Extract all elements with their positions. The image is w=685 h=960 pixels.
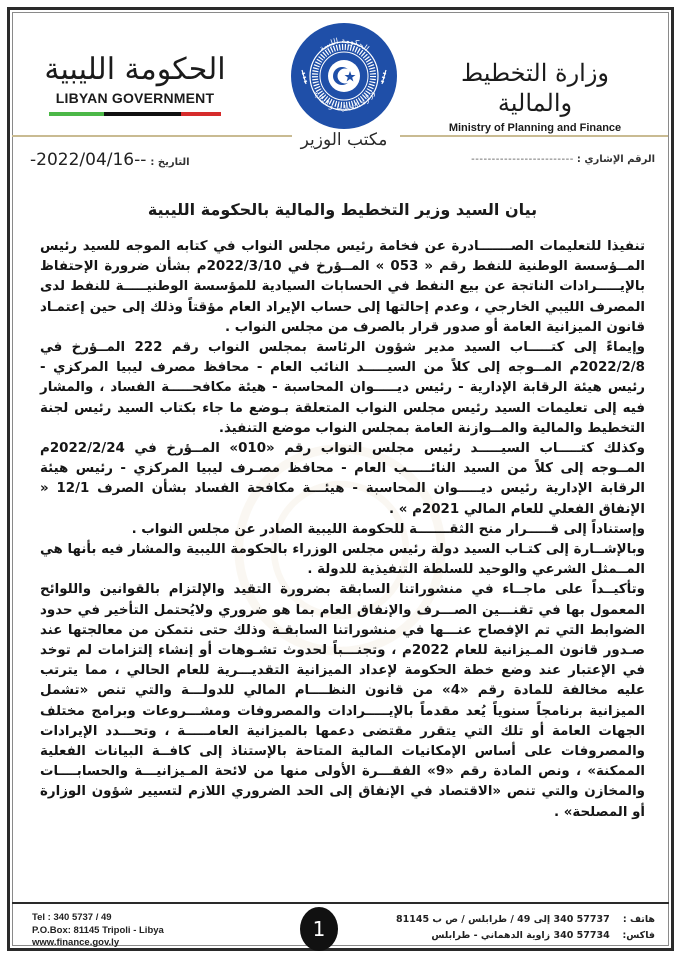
document-title: بيان السيد وزير التخطيط والمالية بالحكومة الليبية	[147, 200, 538, 219]
paragraph: وإيماءً إلى كتـــــاب السيد مدير شؤون الرئاسة بمجلس النواب رقم 222 المــؤرخ في 2022/2/8م المــوجه إلى كلاً من السيـــــد النائب العام - محافظ مصرف ليبيا المركزي - رئيس هيئة الرقابة الإدارية - رئيس ديـــــوان المحاسبة - هيئة مكافحـــــة الفساد ، والمشار فيه إلى تعليمات السيد رئيس مجلس النواب المتعلقة بـوضع ما جاء بكتاب السيد رئيس لجنة التخطيط والمالية والمــوازنة العامة بمجلس النواب موضع التنفيذ.	[40, 340, 645, 436]
government-logo	[40, 52, 230, 116]
reference-number-value: -------------------------	[471, 154, 574, 165]
ministry-name-english: Ministry of Planning and Finance	[448, 122, 622, 134]
paragraph: وتأكيــداً على ماجــاء في منشوراتنا السابقة بضرورة التقيد والإلتزام بالقوانين واللوائح المعمول بها في تقنـــين الصـــرف والإنفاق العام بما هو ضروري ولايُحتمل التأخير في حدود الضوابط التي تم الإفصاح عنـــها في منشوراتنا السابقـة وذلك حتى نتمكن من معالجتها عند صـدور قانون المـيزانية للعام 2022م ، وتجنـــباً لحدوث تشـوهات أو إنشاء إلتزامات لم توخد في الإعتبار عند وضع خطة الحكومة لإعداد الميزانية التقديـــرية للعام الحالي ، مما يترتب عليه مخالفة للمادة رقم «4» من قانون النظــــام المالي للدولـــة والتي تنص «تشمل الميزانية برنامجاً سنوياً يُعد مقدماً بالإيـــــرادات والمصروفات ومشـــروعات وبرامج مختلف الجهات العامة أو تلك التي يتقرر مقتضى دعمها بالميزانية العامـــــة ، وتحـــدد الإيرادات والمصروفات على أساس الإمكانيات المالية المتاحة بالإستناذ إلى كافــة البيانات الفعلية الممكنة» ، ونص المادة رقم «9» الفقـــرة الأولى منها من لائحة المـيزانيـــة والحسابــــات والمخازن والتي تنص «الاقتصاد في الإنفاق إلى الحد الضروري اللازم لتسيير شؤون الوزارة أو المصلحة» .	[40, 582, 645, 820]
reference-number-label: الرقم الإشاري :	[576, 154, 655, 165]
paragraph: وبالإشــارة إلى كتـاب السيد دولة رئيس مجلس الوزراء بالحكومة الليبية والمشار فيه بأنها هي المــمثل الشرعي والوحيد للسلطة التنفيذية للدولة .	[40, 542, 645, 578]
header-divider-right	[400, 135, 668, 137]
government-name-arabic: الحكومة الليبية	[44, 52, 226, 87]
footer-website-link[interactable]: www.finance.gov.ly	[32, 937, 120, 948]
minister-office-label: مكتب الوزير	[300, 130, 388, 150]
date-field	[30, 150, 190, 170]
emblem-text-bottom: وزارة التخطيط و المالية	[311, 88, 377, 113]
paragraph: وإستناداً إلى قـــــرار منح الثقـــــــة للحكومة الليبية الصادر عن مجلس النواب .	[131, 521, 645, 537]
ministry-logo	[425, 58, 645, 134]
date-label: التاريخ :	[150, 157, 190, 168]
phone-label: هاتف :	[622, 914, 655, 925]
emblem-text-top: الحكومة الليبية	[317, 36, 371, 54]
footer-contact-english	[32, 912, 164, 950]
flag-bar-red	[181, 112, 221, 116]
footer-phone-english: Tel : 340 5737 / 49	[32, 912, 112, 923]
fax-label: فاكس:	[622, 930, 655, 941]
ministry-emblem-icon	[290, 22, 398, 130]
paragraph: وكذلك كتـــــاب السيـــــد رئيس مجلس النواب رقم «010» المــؤرخ في 2022/2/24م المــوجه إلى كلاً من السيد النائـــــب العام - محافظ مصـرف ليبيا المركزي - رئيس هيئة الرقابة الإدارية رئيس ديـــــوان المحاسبة - هيئـــة مكافحة الفساد بشأن الصرف 12/1 « الإنفاق الفعلي للعام المالي 2021م » .	[40, 441, 646, 517]
footer-divider	[12, 902, 669, 904]
flag-bar-green	[49, 112, 104, 116]
header-divider-left	[12, 135, 292, 137]
paragraph: تنفيذا للتعليمات الصـــــــادرة عن فخامة رئيس مجلس النواب في كتابه الموجه للسيد رئيس المــؤسسة الوطنية للنفط رقم « 053 » المــؤرخ في 2022/3/10م بشأن ضرورة الإحتفاظ بالإيـــــرادات الناتجة عن بيع النفط في الحسابات السيادية للمؤسسة الوطنيـــــة للنفط لدى المصرف الليبي الخارجي ، وعدم إحالتها إلى حساب الإيراد العام مؤقتاً وذلك إلى حين إعتمـاد قانون الميزانية العامة أو صدور قرار بالصرف من مجلس النواب .	[40, 239, 645, 335]
ministry-name-arabic: وزارة التخطيط والمالية	[460, 59, 610, 117]
footer-contact-arabic	[396, 912, 655, 944]
phone-value: 57737 340 إلى 49 / طرابلس / ص ب 81145	[396, 914, 610, 925]
flag-color-bar	[49, 112, 221, 116]
footer-fax-row	[396, 928, 655, 944]
fax-value: 57734 340 زاوية الدهماني - طرابلس	[431, 930, 610, 941]
flag-bar-black	[104, 112, 181, 116]
footer-pobox-english: P.O.Box: 81145 Tripoli - Libya	[32, 924, 164, 936]
footer-phone-row	[396, 912, 655, 928]
date-value: -2022/04/16--	[30, 150, 147, 170]
page-number-badge: 1	[300, 907, 338, 951]
document-body	[40, 237, 645, 823]
government-name-english: LIBYAN GOVERNMENT	[55, 90, 215, 106]
reference-number-field	[471, 154, 655, 165]
